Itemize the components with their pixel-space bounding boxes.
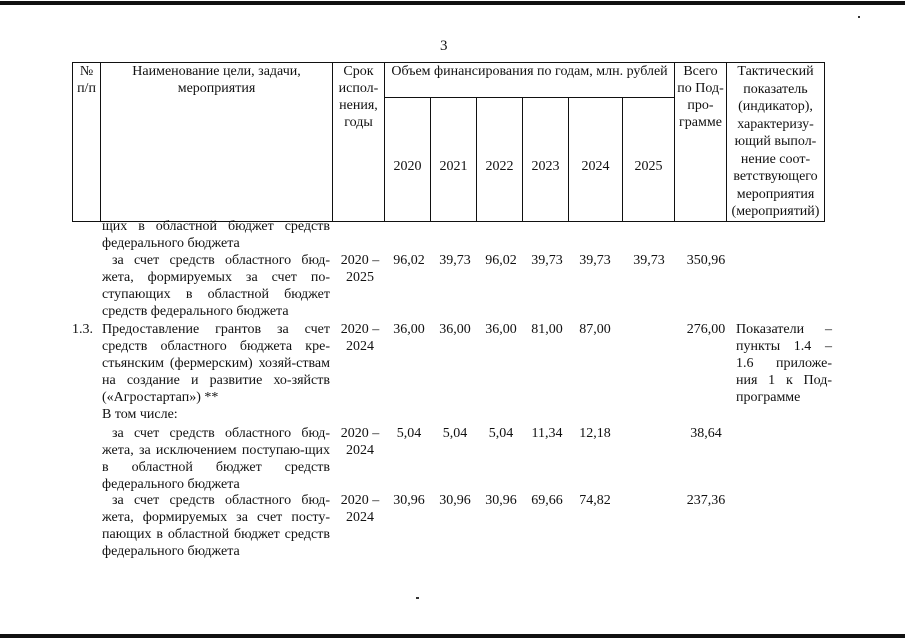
row-value-2022: 96,02 [485,253,517,268]
row-value-2023: 81,00 [531,322,563,337]
row-value-2021: 39,73 [439,253,471,268]
row-total: 237,36 [686,493,726,508]
scan-speck [858,16,860,18]
header-year: 2022 [477,97,523,221]
table-header [72,62,825,222]
header-funding: Объем финансирования по годам, млн. рублей [385,63,675,98]
header-year: 2021 [431,97,477,221]
header-indicator: Тактический показатель (индикатор), характеризу-ющий выпол-нение соот-ветствующего мероприятия (мероприятий) [727,63,825,222]
row-value-2020: 96,02 [393,253,425,268]
row-value-2023: 39,73 [531,253,563,268]
row-number: 1.3. [72,322,93,337]
row-description: за счет средств областного бюд-жета, формируемых за счет по-ступающих в областной бюджет средств федерального бюджета [102,253,330,319]
row-value-2020: 36,00 [393,322,425,337]
header-num: № п/п [73,63,101,222]
row-value-2022: 36,00 [485,322,517,337]
row-value-2021: 36,00 [439,322,471,337]
row-description: Предоставление грантов за счет средств областного бюджета кре-стьянским (фермерским) хозяй-ствам на создание и развитие хо-зяйств («Агростартап») ** [102,322,330,405]
row-value-2024: 12,18 [579,426,611,441]
row-term: 2020 – 2024 [340,322,380,354]
row-value-2021: 5,04 [442,426,468,441]
header-term: Срок испол-нения, годы [333,63,385,222]
row-value-2021: 30,96 [439,493,471,508]
row-description: щих в областной бюджет средств федерального бюджета [102,219,330,251]
row-total: 38,64 [690,426,722,441]
row-description: В том числе: [102,407,178,422]
row-value-2023: 69,66 [531,493,563,508]
row-value-2020: 30,96 [393,493,425,508]
row-term: 2020 – 2024 [340,493,380,525]
row-value-2022: 30,96 [485,493,517,508]
header-year: 2025 [623,97,675,221]
header-name: Наименование цели, задачи, мероприятия [101,63,333,222]
row-value-2024: 39,73 [579,253,611,268]
scan-speck [416,597,419,599]
row-value-2022: 5,04 [488,426,514,441]
header-total: Всего по Под-про-грамме [675,63,727,222]
row-indicator: Показатели – пункты 1.4 – 1.6 приложе-ния 1 к Под-программе [736,322,832,405]
row-term: 2020 – 2024 [340,426,380,458]
row-value-2023: 11,34 [531,426,563,441]
page-number: 3 [440,38,448,54]
page-top-rule [0,1,905,5]
header-year: 2020 [385,97,431,221]
header-year: 2023 [523,97,569,221]
row-value-2025: 39,73 [633,253,665,268]
row-value-2024: 74,82 [579,493,611,508]
row-term: 2020 – 2025 [340,253,380,285]
row-value-2024: 87,00 [579,322,611,337]
page-bottom-rule [0,634,905,638]
row-description: за счет средств областного бюд-жета, за исключением поступаю-щих в областной бюджет средств федерального бюджета [102,426,330,492]
row-description: за счет средств областного бюд-жета, формируемых за счет посту-пающих в областной бюджет средств федерального бюджета [102,493,330,559]
row-value-2020: 5,04 [396,426,422,441]
row-total: 276,00 [686,322,726,337]
row-total: 350,96 [686,253,726,268]
header-year: 2024 [569,97,623,221]
